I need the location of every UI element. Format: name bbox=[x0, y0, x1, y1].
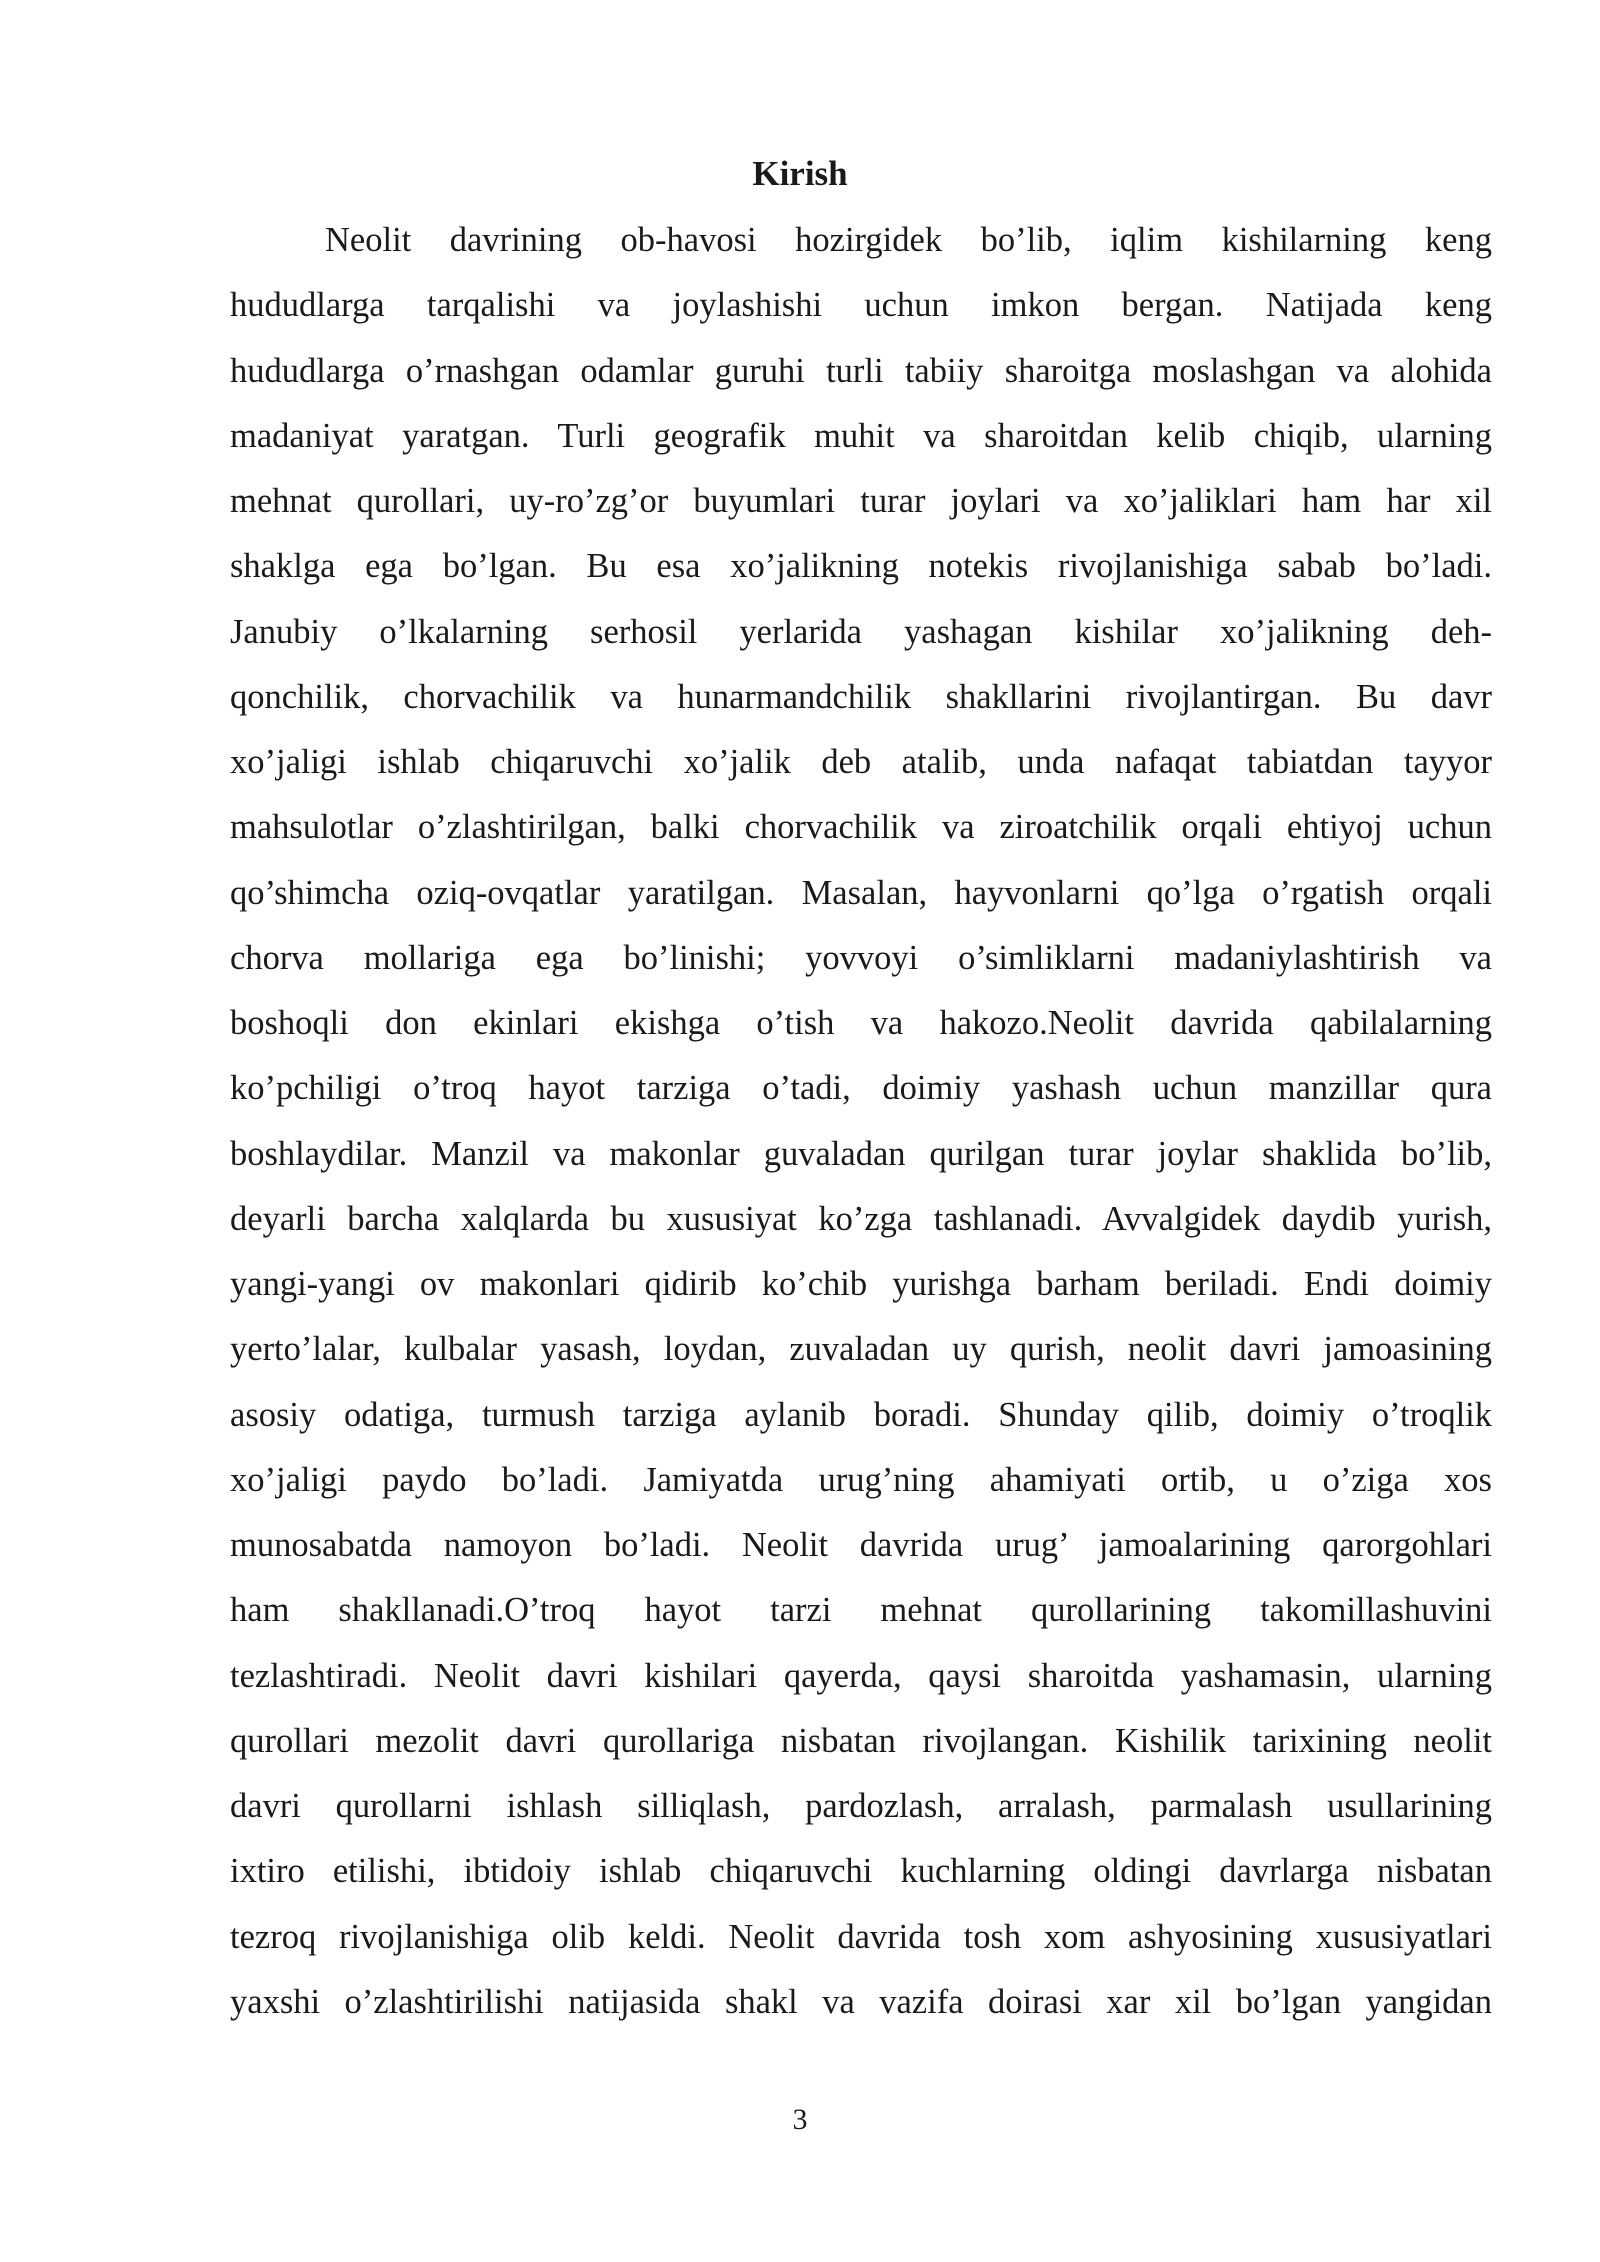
text-line: qurollari mezolit davri qurollariga nisbatan rivojlangan. Kishilik tarixining neolit bbox=[230, 1721, 1492, 1760]
text-line: yaxshi o’zlashtirilishi natijasida shakl va vazifa doirasi xar xil bo’lgan yangidan bbox=[230, 1982, 1492, 2021]
text-line: boshlaydilar. Manzil va makonlar guvaladan qurilgan turar joylar shaklida bo’lib, bbox=[230, 1134, 1492, 1173]
section-heading: Kirish bbox=[752, 154, 848, 193]
text-line: hududlarga tarqalishi va joylashishi uchun imkon bergan. Natijada keng bbox=[230, 286, 1492, 325]
text-line: ko’pchiligi o’troq hayot tarziga o’tadi, doimiy yashash uchun manzillar qura bbox=[230, 1069, 1492, 1108]
text-line: madaniyat yaratgan. Turli geografik muhit va sharoitdan kelib chiqib, ularning bbox=[230, 416, 1492, 455]
text-line: deyarli barcha xalqlarda bu xususiyat ko’zga tashlanadi. Avvalgidek daydib yurish, bbox=[230, 1199, 1492, 1238]
text-line: xo’jaligi ishlab chiqaruvchi xo’jalik deb atalib, unda nafaqat tabiatdan tayyor bbox=[230, 743, 1492, 781]
text-line: davri qurollarni ishlash silliqlash, pardozlash, arralash, parmalash usullarining bbox=[230, 1787, 1492, 1825]
body-paragraph bbox=[230, 208, 1492, 2035]
text-line: hududlarga o’rnashgan odamlar guruhi turli tabiiy sharoitga moslashgan va alohida bbox=[230, 351, 1492, 390]
text-line: shaklga ega bo’lgan. Bu esa xo’jalikning notekis rivojlanishiga sabab bo’ladi. bbox=[230, 547, 1492, 586]
page-number: 3 bbox=[792, 2103, 808, 2136]
text-line: asosiy odatiga, turmush tarziga aylanib boradi. Shunday qilib, doimiy o’troqlik bbox=[230, 1395, 1492, 1434]
text-line: yangi-yangi ov makonlari qidirib ko’chib yurishga barham beriladi. Endi doimiy bbox=[230, 1265, 1492, 1303]
text-line: munosabatda namoyon bo’ladi. Neolit davrida urug’ jamoalarining qarorgohlari bbox=[230, 1526, 1492, 1564]
text-line: xo’jaligi paydo bo’ladi. Jamiyatda urug’ning ahamiyati ortib, u o’ziga xos bbox=[230, 1460, 1492, 1499]
text-line: boshoqli don ekinlari ekishga o’tish va hakozo.Neolit davrida qabilalarning bbox=[230, 1004, 1492, 1042]
text-line: tezroq rivojlanishiga olib keldi. Neolit davrida tosh xom ashyosining xususiyatlari bbox=[230, 1917, 1492, 1956]
text-line: qo’shimcha oziq-ovqatlar yaratilgan. Masalan, hayvonlarni qo’lga o’rgatish orqali bbox=[230, 873, 1492, 912]
text-line: yerto’lalar, kulbalar yasash, loydan, zuvaladan uy qurish, neolit davri jamoasining bbox=[230, 1330, 1492, 1369]
text-line: mehnat qurollari, uy-ro’zg’or buyumlari turar joylari va xo’jaliklari ham har xil bbox=[230, 482, 1492, 520]
text-line: chorva mollariga ega bo’linishi; yovvoyi o’simliklarni madaniylashtirish va bbox=[230, 938, 1492, 977]
text-line: Neolit davrining ob-havosi hozirgidek bo’lib, iqlim kishilarning keng bbox=[325, 221, 1492, 259]
text-line: mahsulotlar o’zlashtirilgan, balki chorvachilik va ziroatchilik orqali ehtiyoj uchun bbox=[230, 808, 1492, 847]
text-line: Janubiy o’lkalarning serhosil yerlarida yashagan kishilar xo’jalikning deh- bbox=[230, 612, 1492, 651]
text-line: qonchilik, chorvachilik va hunarmandchilik shakllarini rivojlantirgan. Bu davr bbox=[230, 677, 1492, 716]
text-line: tezlashtiradi. Neolit davri kishilari qayerda, qaysi sharoitda yashamasin, ularning bbox=[230, 1656, 1492, 1695]
text-line: ixtiro etilishi, ibtidoiy ishlab chiqaruvchi kuchlarning oldingi davrlarga nisbatan bbox=[230, 1852, 1492, 1891]
text-line: ham shakllanadi.O’troq hayot tarzi mehnat qurollarining takomillashuvini bbox=[230, 1591, 1492, 1630]
